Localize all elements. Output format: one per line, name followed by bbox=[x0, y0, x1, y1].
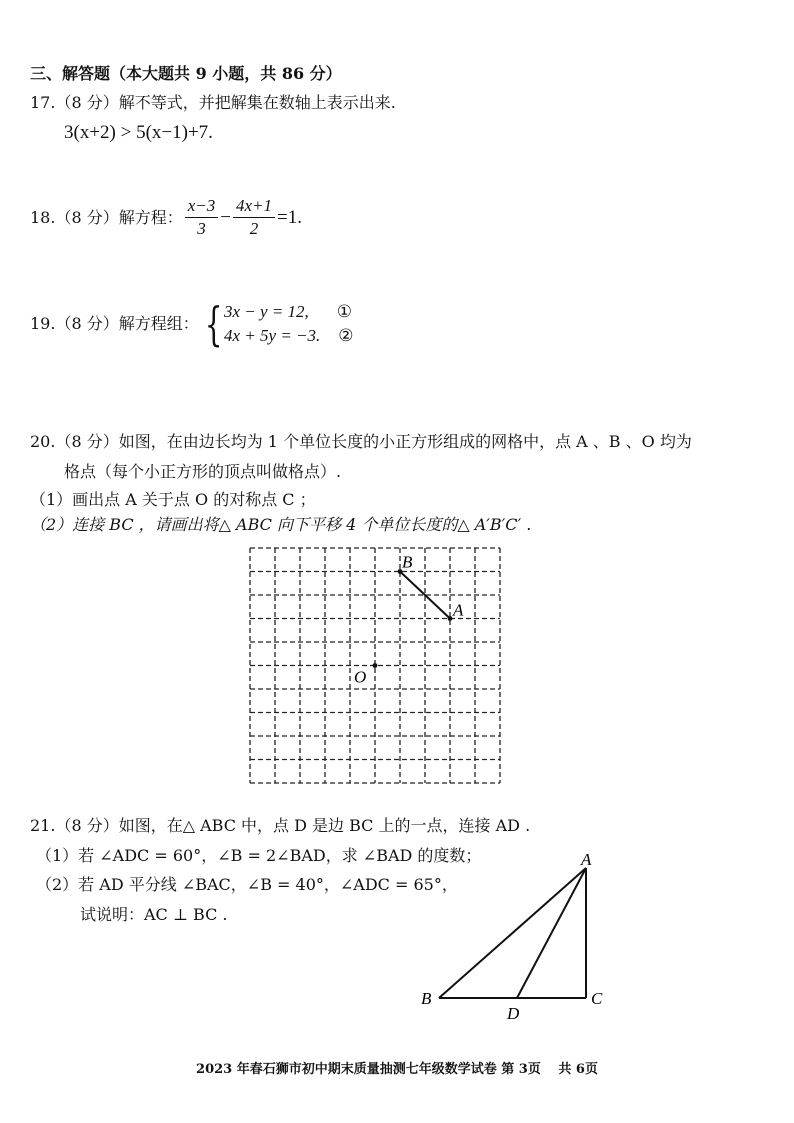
q20-grid-figure bbox=[240, 540, 510, 796]
q21-part-1: （1）若 ∠ADC = 60°，∠B = 2∠BAD，求 ∠BAD 的度数； bbox=[36, 846, 482, 865]
q19-eq1-mark: ① bbox=[336, 302, 353, 322]
vertex-label-A: A bbox=[581, 850, 592, 869]
q19-eq2-mark: ② bbox=[338, 326, 354, 346]
q20-part-2: （2）连接 BC ，请画出将△ ABC 向下平移 4 个单位长度的△ A′B′C′ . bbox=[30, 515, 532, 534]
q18-frac1-denominator: 3 bbox=[185, 217, 219, 240]
side-AB bbox=[439, 868, 586, 998]
q18-heading: 18.（8 分）解方程： bbox=[30, 207, 183, 227]
q19-row bbox=[30, 297, 354, 351]
q18-fraction-2 bbox=[233, 195, 275, 240]
q21-heading: 21.（8 分）如图，在△ ABC 中，点 D 是边 BC 上的一点，连接 AD . bbox=[30, 816, 531, 835]
point-label-O: O bbox=[354, 667, 367, 687]
q18-row bbox=[30, 195, 302, 240]
q18-frac2-numerator: 4x+1 bbox=[235, 196, 272, 215]
q20-heading: 20.（8 分）如图，在由边长均为 1 个单位长度的小正方形组成的网格中，点 A 、B 、O 均为 bbox=[30, 432, 692, 451]
q21-part-2: （2）若 AD 平分线 ∠BAC，∠B = 40°，∠ADC = 65°， bbox=[36, 875, 458, 894]
q21-triangle-figure bbox=[415, 850, 615, 1030]
point-label-B: B bbox=[402, 552, 413, 572]
q18-fraction-1 bbox=[185, 195, 219, 240]
q17-heading: 17.（8 分）解不等式，并把解集在数轴上表示出来. bbox=[30, 93, 396, 112]
q19-equations bbox=[224, 300, 354, 348]
q18-frac1-numerator: x−3 bbox=[187, 196, 216, 215]
point-A bbox=[448, 616, 453, 621]
vertex-label-B: B bbox=[421, 989, 432, 1008]
q20-part-1: （1）画出点 A 关于点 O 的对称点 C ； bbox=[30, 490, 316, 509]
q19-heading: 19.（8 分）解方程组： bbox=[30, 314, 199, 333]
q21-part-3: 试说明：AC ⊥ BC . bbox=[80, 905, 228, 924]
q18-minus: − bbox=[220, 206, 231, 228]
vertex-label-C: C bbox=[591, 989, 603, 1008]
q20-heading-2: 格点（每个小正方形的顶点叫做格点）. bbox=[64, 462, 342, 481]
q19-eq2: 4x + 5y = −3. bbox=[224, 326, 321, 345]
q18-frac2-denominator: 2 bbox=[233, 217, 275, 240]
section-title: 三、解答题（本大题共 9 小题，共 86 分） bbox=[30, 64, 342, 83]
point-label-A: A bbox=[453, 600, 464, 620]
q19-system bbox=[199, 297, 354, 351]
vertex-label-D: D bbox=[507, 1004, 520, 1023]
segment-AD bbox=[517, 868, 586, 998]
brace-icon: { bbox=[204, 297, 223, 351]
q19-eq1: 3x − y = 12, bbox=[224, 302, 309, 321]
point-O bbox=[373, 663, 378, 668]
q17-inequality: 3(x+2) > 5(x−1)+7. bbox=[64, 122, 213, 143]
q18-tail: =1. bbox=[277, 206, 302, 228]
page-footer: 2023 年春石狮市初中期末质量抽测七年级数学试卷 第 3页 共 6页 bbox=[196, 1062, 598, 1077]
